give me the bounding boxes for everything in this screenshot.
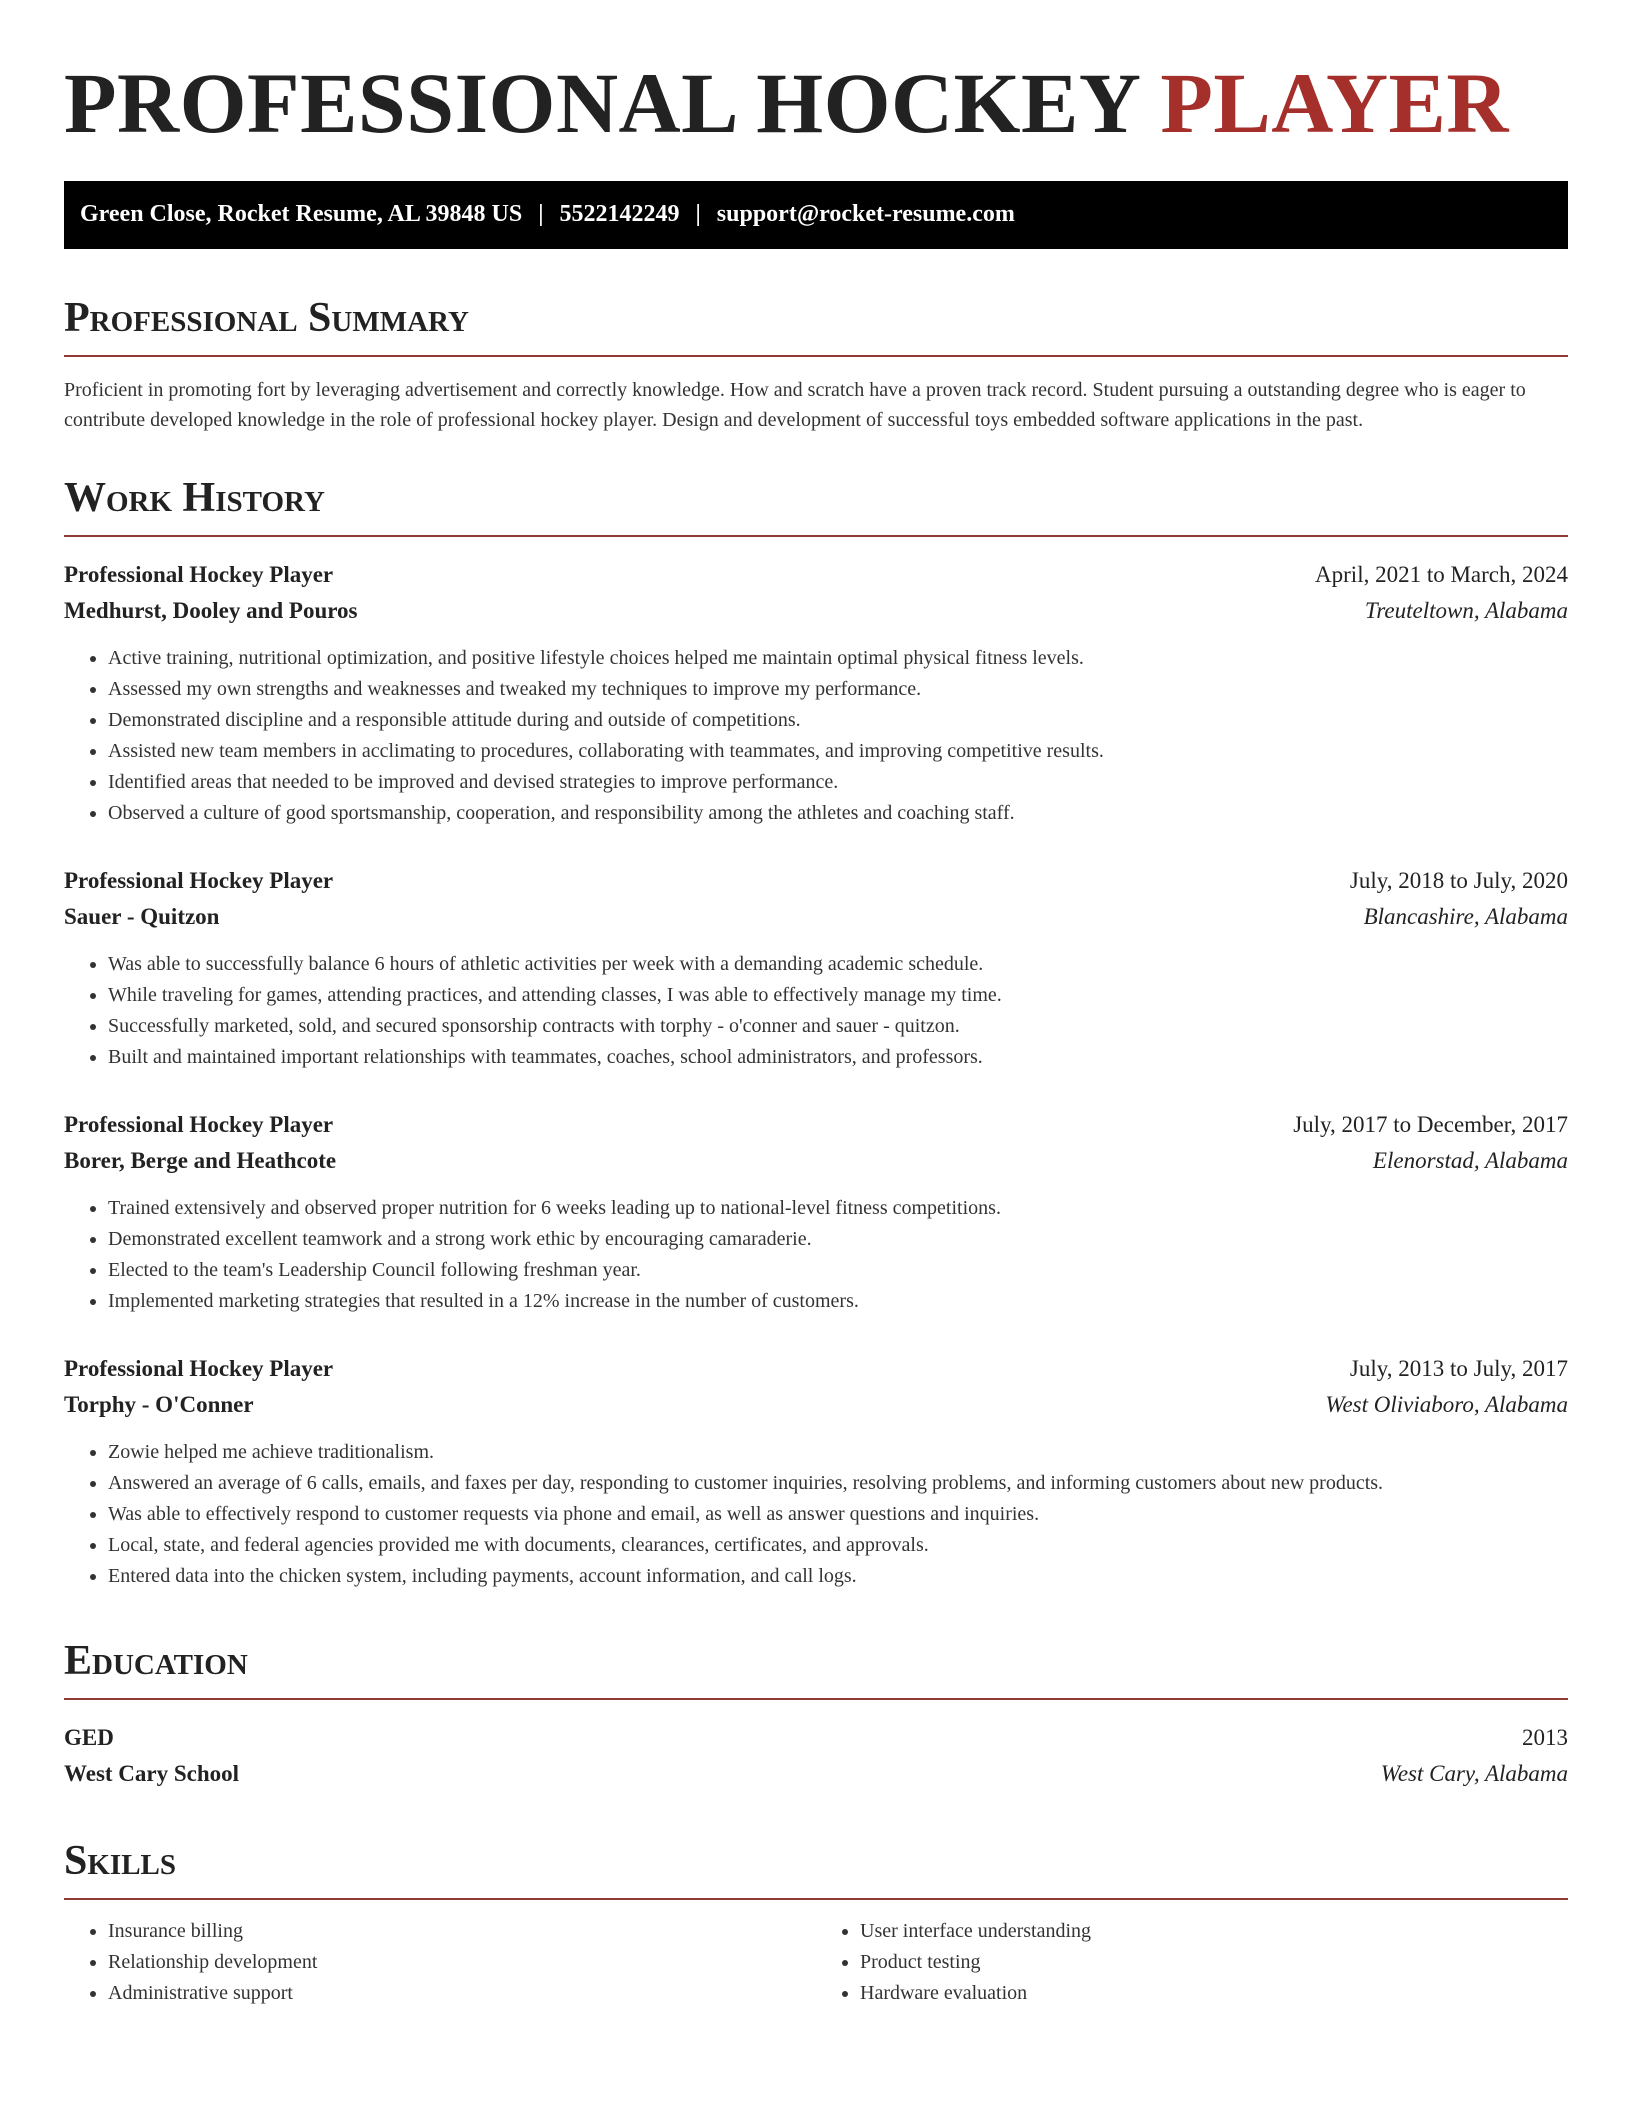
job-bullet: • Demonstrated excellent teamwork and a strong work ethic by encouraging camaraderie. — [108, 1224, 1568, 1255]
job-bullet: • Entered data into the chicken system, including payments, account information, and call logs. — [108, 1561, 1568, 1592]
job-bullets — [64, 1193, 1568, 1317]
job-bullet: • Active training, nutritional optimization, and positive lifestyle choices helped me maintain optimal physical fitness levels. — [108, 643, 1568, 674]
skill-item: • Insurance billing — [108, 1916, 816, 1947]
job-bullet: • Elected to the team's Leadership Council following freshman year. — [108, 1255, 1568, 1286]
work-history-section — [64, 475, 1568, 1592]
job-entry — [64, 1107, 1568, 1317]
job-bullet: • Assessed my own strengths and weaknesses and tweaked my techniques to improve my performance. — [108, 674, 1568, 705]
contact-phone: 5522142249 — [559, 201, 680, 228]
skills-title: Skills — [64, 1838, 177, 1885]
section-divider — [64, 355, 1568, 357]
job-bullet: • Was able to effectively respond to customer requests via phone and email, as well as answer questions and inquiries. — [108, 1499, 1568, 1530]
job-bullets — [64, 643, 1568, 829]
job-company: Borer, Berge and Heathcote — [64, 1147, 337, 1173]
contact-bar — [64, 181, 1568, 249]
skills-list-left — [64, 1916, 816, 2009]
job-title: Professional Hockey Player — [64, 1355, 334, 1381]
job-company: Torphy - O'Conner — [64, 1391, 254, 1417]
job-title: Professional Hockey Player — [64, 1111, 334, 1137]
job-bullets — [64, 1437, 1568, 1592]
job-bullet: • Local, state, and federal agencies provided me with documents, clearances, certificates, and approvals. — [108, 1530, 1568, 1561]
job-bullet: • Answered an average of 6 calls, emails, and faxes per day, responding to customer inquiries, resolving problems, and informing customers about new products. — [108, 1468, 1568, 1499]
education-year: 2013 — [1522, 1725, 1568, 1751]
skills-columns — [64, 1916, 1568, 2009]
work-history-title: Work History — [64, 474, 325, 521]
skill-item: • User interface understanding — [860, 1916, 1568, 1947]
job-company: Medhurst, Dooley and Pouros — [64, 597, 358, 623]
skills-section — [64, 1838, 1568, 2009]
job-dates: July, 2018 to July, 2020 — [1349, 867, 1568, 893]
job-bullet: • Trained extensively and observed proper nutrition for 6 weeks leading up to national-level fitness competitions. — [108, 1193, 1568, 1224]
job-bullet: • Observed a culture of good sportsmanship, cooperation, and responsibility among the athletes and coaching staff. — [108, 798, 1568, 829]
job-bullet: • Was able to successfully balance 6 hours of athletic activities per week with a demanding academic schedule. — [108, 949, 1568, 980]
job-bullet: • While traveling for games, attending practices, and attending classes, I was able to effectively manage my time. — [108, 980, 1568, 1011]
section-divider — [64, 1898, 1568, 1900]
job-entry — [64, 863, 1568, 1073]
education-school: West Cary School — [64, 1761, 240, 1787]
job-bullets — [64, 949, 1568, 1073]
job-dates: July, 2013 to July, 2017 — [1349, 1355, 1568, 1381]
skill-item: • Administrative support — [108, 1978, 816, 2009]
job-location: Blancashire, Alabama — [1363, 903, 1568, 929]
job-location: Elenorstad, Alabama — [1372, 1147, 1568, 1173]
skill-item: • Relationship development — [108, 1947, 816, 1978]
job-title: Professional Hockey Player — [64, 867, 334, 893]
job-entry — [64, 1351, 1568, 1592]
contact-separator: | — [695, 201, 701, 228]
name-accent: PLAYER — [1160, 55, 1510, 151]
education-title: Education — [64, 1637, 248, 1684]
contact-email: support@rocket-resume.com — [716, 201, 1015, 228]
job-bullet: • Assisted new team members in acclimating to procedures, collaborating with teammates, and improving competitive results. — [108, 736, 1568, 767]
name-main: PROFESSIONAL HOCKEY — [64, 55, 1139, 151]
education-section — [64, 1638, 1568, 1792]
job-bullet: • Identified areas that needed to be improved and devised strategies to improve performance. — [108, 767, 1568, 798]
skill-item: • Product testing — [860, 1947, 1568, 1978]
job-company: Sauer - Quitzon — [64, 903, 220, 929]
contact-separator: | — [538, 201, 544, 228]
education-location: West Cary, Alabama — [1380, 1761, 1568, 1787]
job-location: Treuteltown, Alabama — [1364, 597, 1568, 623]
skill-item: • Hardware evaluation — [860, 1978, 1568, 2009]
job-location: West Oliviaboro, Alabama — [1325, 1391, 1568, 1417]
summary-section — [64, 295, 1568, 435]
job-bullet: • Implemented marketing strategies that resulted in a 12% increase in the number of customers. — [108, 1286, 1568, 1317]
summary-title: Professional Summary — [64, 294, 469, 341]
job-bullet: • Demonstrated discipline and a responsible attitude during and outside of competitions. — [108, 705, 1568, 736]
skills-list-right — [816, 1916, 1568, 2009]
education-entry — [64, 1720, 1568, 1792]
section-divider — [64, 535, 1568, 537]
summary-text: Proficient in promoting fort by leveraging advertisement and correctly knowledge. How and scratch have a proven track record. Student pursuing a outstanding degree who is eager to contribute developed knowledge in the role of professional hockey player. Design and development of successful toys embedded software applications in the past. — [64, 378, 1526, 431]
job-bullet: • Successfully marketed, sold, and secured sponsorship contracts with torphy - o'conner and sauer - quitzon. — [108, 1011, 1568, 1042]
job-dates: April, 2021 to March, 2024 — [1315, 561, 1568, 587]
resume-name — [64, 56, 1568, 151]
job-dates: July, 2017 to December, 2017 — [1293, 1111, 1568, 1137]
contact-address: Green Close, Rocket Resume, AL 39848 US — [80, 201, 523, 228]
job-bullet: • Zowie helped me achieve traditionalism. — [108, 1437, 1568, 1468]
job-title: Professional Hockey Player — [64, 561, 334, 587]
education-degree: GED — [64, 1725, 114, 1751]
section-divider — [64, 1698, 1568, 1700]
job-bullet: • Built and maintained important relationships with teammates, coaches, school administrators, and professors. — [108, 1042, 1568, 1073]
job-entry — [64, 557, 1568, 829]
